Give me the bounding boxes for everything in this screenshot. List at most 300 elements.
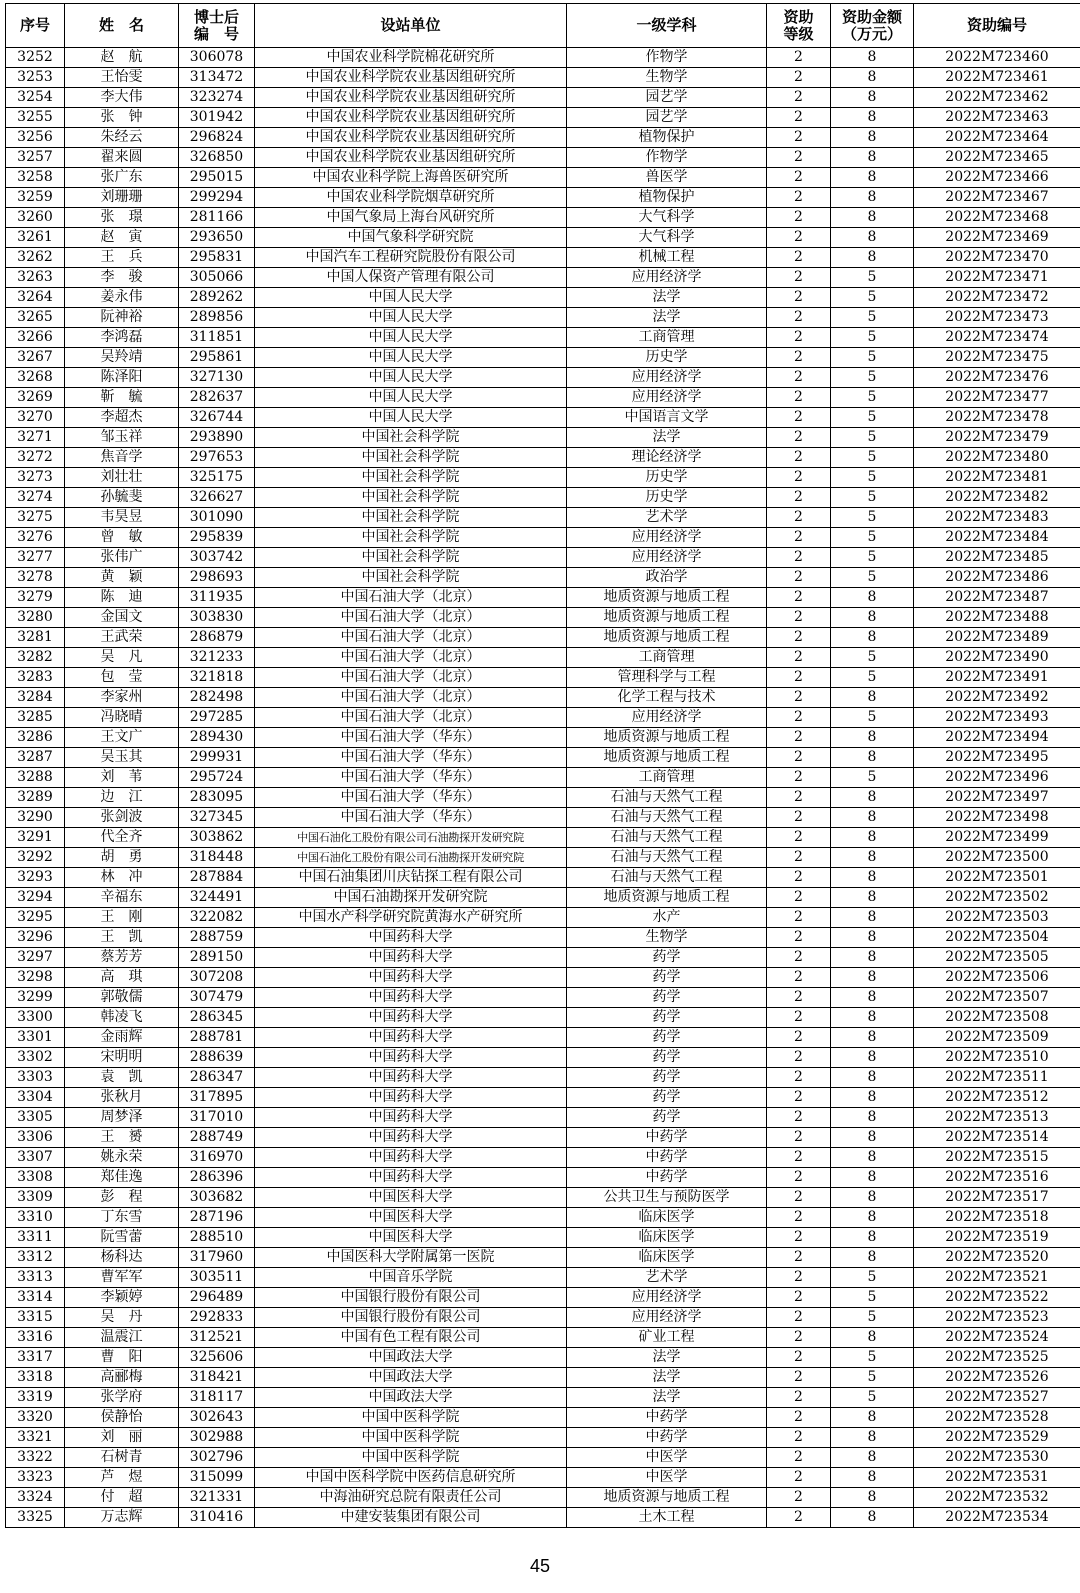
table-row — [6, 828, 1080, 848]
cell-discipline: 药学 — [567, 988, 767, 1008]
cell-name: 翟来圆 — [65, 148, 179, 168]
cell-level: 2 — [767, 148, 831, 168]
cell-postdoc-id: 321233 — [179, 648, 255, 668]
cell-unit: 中国药科大学 — [255, 1088, 567, 1108]
cell-unit: 中国社会科学院 — [255, 488, 567, 508]
cell-funding-code: 2022M723475 — [914, 348, 1080, 368]
table-row — [6, 1228, 1080, 1248]
cell-funding-code: 2022M723511 — [914, 1068, 1080, 1088]
cell-discipline: 应用经济学 — [567, 268, 767, 288]
cell-name: 朱经云 — [65, 128, 179, 148]
cell-funding-code: 2022M723491 — [914, 668, 1080, 688]
cell-unit: 中国药科大学 — [255, 1008, 567, 1028]
cell-funding-code: 2022M723508 — [914, 1008, 1080, 1028]
cell-name: 陈 迪 — [65, 588, 179, 608]
cell-funding-code: 2022M723472 — [914, 288, 1080, 308]
cell-name: 焦音学 — [65, 448, 179, 468]
cell-level: 2 — [767, 1428, 831, 1448]
cell-name: 张秋月 — [65, 1088, 179, 1108]
table-row — [6, 268, 1080, 288]
cell-name: 辛福东 — [65, 888, 179, 908]
cell-unit: 中国石油大学（北京） — [255, 608, 567, 628]
header-amount-line2: （万元） — [841, 24, 902, 43]
cell-amount: 5 — [831, 488, 914, 508]
cell-amount: 8 — [831, 188, 914, 208]
cell-level: 2 — [767, 868, 831, 888]
cell-level: 2 — [767, 1268, 831, 1288]
cell-unit: 中国药科大学 — [255, 928, 567, 948]
cell-funding-code: 2022M723466 — [914, 168, 1080, 188]
table-row — [6, 1468, 1080, 1488]
cell-postdoc-id: 288639 — [179, 1048, 255, 1068]
table-row — [6, 468, 1080, 488]
cell-seq: 3303 — [6, 1068, 65, 1088]
cell-level: 2 — [767, 1028, 831, 1048]
cell-seq: 3317 — [6, 1348, 65, 1368]
table-row — [6, 728, 1080, 748]
table-row — [6, 1168, 1080, 1188]
cell-postdoc-id: 327345 — [179, 808, 255, 828]
cell-level: 2 — [767, 628, 831, 648]
cell-unit: 中国药科大学 — [255, 988, 567, 1008]
cell-seq: 3319 — [6, 1388, 65, 1408]
cell-discipline: 生物学 — [567, 68, 767, 88]
cell-postdoc-id: 281166 — [179, 208, 255, 228]
cell-level: 2 — [767, 1328, 831, 1348]
cell-funding-code: 2022M723483 — [914, 508, 1080, 528]
cell-unit: 中国石油大学（北京） — [255, 708, 567, 728]
cell-discipline: 药学 — [567, 1008, 767, 1028]
cell-level: 2 — [767, 328, 831, 348]
cell-funding-code: 2022M723476 — [914, 368, 1080, 388]
cell-funding-code: 2022M723510 — [914, 1048, 1080, 1068]
cell-seq: 3288 — [6, 768, 65, 788]
cell-funding-code: 2022M723518 — [914, 1208, 1080, 1228]
table-row — [6, 688, 1080, 708]
cell-name: 芦 煜 — [65, 1468, 179, 1488]
cell-level: 2 — [767, 848, 831, 868]
cell-discipline: 植物保护 — [567, 188, 767, 208]
table-row — [6, 928, 1080, 948]
cell-postdoc-id: 282498 — [179, 688, 255, 708]
cell-amount: 5 — [831, 468, 914, 488]
cell-discipline: 中药学 — [567, 1128, 767, 1148]
cell-postdoc-id: 317960 — [179, 1248, 255, 1268]
cell-discipline: 中药学 — [567, 1168, 767, 1188]
cell-level: 2 — [767, 428, 831, 448]
cell-funding-code: 2022M723496 — [914, 768, 1080, 788]
cell-seq: 3298 — [6, 968, 65, 988]
cell-postdoc-id: 317010 — [179, 1108, 255, 1128]
cell-postdoc-id: 321818 — [179, 668, 255, 688]
cell-postdoc-id: 286396 — [179, 1168, 255, 1188]
cell-seq: 3276 — [6, 528, 65, 548]
cell-amount: 8 — [831, 588, 914, 608]
cell-seq: 3287 — [6, 748, 65, 768]
cell-seq: 3314 — [6, 1288, 65, 1308]
table-row — [6, 328, 1080, 348]
cell-seq: 3256 — [6, 128, 65, 148]
table-row — [6, 228, 1080, 248]
cell-funding-code: 2022M723473 — [914, 308, 1080, 328]
cell-seq: 3273 — [6, 468, 65, 488]
cell-level: 2 — [767, 1488, 831, 1508]
cell-seq: 3255 — [6, 108, 65, 128]
cell-funding-code: 2022M723516 — [914, 1168, 1080, 1188]
cell-seq: 3296 — [6, 928, 65, 948]
cell-amount: 8 — [831, 1068, 914, 1088]
cell-level: 2 — [767, 588, 831, 608]
cell-seq: 3323 — [6, 1468, 65, 1488]
table-row — [6, 548, 1080, 568]
table-row — [6, 208, 1080, 228]
cell-postdoc-id: 295861 — [179, 348, 255, 368]
cell-postdoc-id: 299931 — [179, 748, 255, 768]
cell-seq: 3286 — [6, 728, 65, 748]
cell-unit: 中国石油大学（华东） — [255, 808, 567, 828]
header-unit: 设站单位 — [255, 4, 567, 48]
table-row — [6, 1408, 1080, 1428]
cell-unit: 中国石油大学（华东） — [255, 748, 567, 768]
cell-name: 王 凯 — [65, 928, 179, 948]
cell-seq: 3316 — [6, 1328, 65, 1348]
cell-amount: 8 — [831, 1488, 914, 1508]
cell-funding-code: 2022M723481 — [914, 468, 1080, 488]
cell-name: 赵 航 — [65, 48, 179, 68]
cell-discipline: 中医学 — [567, 1448, 767, 1468]
table-header-row — [6, 4, 1080, 48]
cell-name: 李颖婷 — [65, 1288, 179, 1308]
cell-unit: 中国汽车工程研究院股份有限公司 — [255, 248, 567, 268]
cell-postdoc-id: 316970 — [179, 1148, 255, 1168]
cell-unit: 中国音乐学院 — [255, 1268, 567, 1288]
cell-unit: 中国石油大学（华东） — [255, 788, 567, 808]
cell-seq: 3280 — [6, 608, 65, 628]
cell-postdoc-id: 302988 — [179, 1428, 255, 1448]
cell-unit: 中国银行股份有限公司 — [255, 1288, 567, 1308]
cell-discipline: 法学 — [567, 1388, 767, 1408]
cell-name: 王武荣 — [65, 628, 179, 648]
cell-amount: 5 — [831, 668, 914, 688]
cell-seq: 3300 — [6, 1008, 65, 1028]
cell-level: 2 — [767, 488, 831, 508]
cell-amount: 8 — [831, 1028, 914, 1048]
table-row — [6, 768, 1080, 788]
cell-discipline: 化学工程与技术 — [567, 688, 767, 708]
cell-name: 石树青 — [65, 1448, 179, 1468]
cell-funding-code: 2022M723498 — [914, 808, 1080, 828]
cell-name: 王文广 — [65, 728, 179, 748]
cell-postdoc-id: 326627 — [179, 488, 255, 508]
cell-level: 2 — [767, 268, 831, 288]
cell-unit: 中国人民大学 — [255, 408, 567, 428]
cell-discipline: 法学 — [567, 1348, 767, 1368]
cell-name: 曾 敏 — [65, 528, 179, 548]
cell-level: 2 — [767, 1188, 831, 1208]
cell-discipline: 石油与天然气工程 — [567, 868, 767, 888]
cell-level: 2 — [767, 188, 831, 208]
cell-seq: 3267 — [6, 348, 65, 368]
cell-unit: 中国医科大学 — [255, 1208, 567, 1228]
cell-unit: 中国石油化工股份有限公司石油勘探开发研究院 — [255, 848, 567, 868]
cell-discipline: 艺术学 — [567, 1268, 767, 1288]
header-seq: 序号 — [6, 4, 65, 48]
cell-seq: 3281 — [6, 628, 65, 648]
cell-level: 2 — [767, 1148, 831, 1168]
cell-level: 2 — [767, 128, 831, 148]
cell-amount: 8 — [831, 1008, 914, 1028]
cell-funding-code: 2022M723474 — [914, 328, 1080, 348]
cell-level: 2 — [767, 748, 831, 768]
cell-seq: 3260 — [6, 208, 65, 228]
cell-discipline: 土木工程 — [567, 1508, 767, 1528]
cell-funding-code: 2022M723490 — [914, 648, 1080, 668]
cell-seq: 3325 — [6, 1508, 65, 1528]
cell-postdoc-id: 305066 — [179, 268, 255, 288]
cell-discipline: 应用经济学 — [567, 1288, 767, 1308]
header-funding-code: 资助编号 — [914, 4, 1080, 48]
cell-level: 2 — [767, 1308, 831, 1328]
cell-amount: 8 — [831, 168, 914, 188]
cell-name: 李 骏 — [65, 268, 179, 288]
cell-unit: 中国医科大学 — [255, 1188, 567, 1208]
cell-postdoc-id: 282637 — [179, 388, 255, 408]
cell-discipline: 药学 — [567, 1108, 767, 1128]
cell-seq: 3312 — [6, 1248, 65, 1268]
cell-seq: 3257 — [6, 148, 65, 168]
cell-amount: 8 — [831, 828, 914, 848]
cell-unit: 中国药科大学 — [255, 1028, 567, 1048]
cell-name: 张广东 — [65, 168, 179, 188]
cell-funding-code: 2022M723468 — [914, 208, 1080, 228]
cell-discipline: 地质资源与地质工程 — [567, 748, 767, 768]
cell-seq: 3271 — [6, 428, 65, 448]
cell-name: 张剑波 — [65, 808, 179, 828]
cell-funding-code: 2022M723484 — [914, 528, 1080, 548]
cell-amount: 8 — [831, 688, 914, 708]
cell-discipline: 药学 — [567, 1068, 767, 1088]
cell-name: 王怡雯 — [65, 68, 179, 88]
cell-seq: 3324 — [6, 1488, 65, 1508]
cell-postdoc-id: 288749 — [179, 1128, 255, 1148]
cell-name: 高 琪 — [65, 968, 179, 988]
cell-discipline: 地质资源与地质工程 — [567, 728, 767, 748]
cell-amount: 8 — [831, 48, 914, 68]
cell-name: 靳 毓 — [65, 388, 179, 408]
cell-seq: 3305 — [6, 1108, 65, 1128]
table-row — [6, 488, 1080, 508]
cell-discipline: 药学 — [567, 1048, 767, 1068]
cell-amount: 8 — [831, 1228, 914, 1248]
table-row — [6, 88, 1080, 108]
cell-unit: 中国石油勘探开发研究院 — [255, 888, 567, 908]
cell-level: 2 — [767, 68, 831, 88]
table-row — [6, 968, 1080, 988]
cell-name: 阮神裕 — [65, 308, 179, 328]
cell-postdoc-id: 303682 — [179, 1188, 255, 1208]
cell-amount: 8 — [831, 128, 914, 148]
cell-postdoc-id: 318448 — [179, 848, 255, 868]
cell-postdoc-id: 289430 — [179, 728, 255, 748]
cell-discipline: 地质资源与地质工程 — [567, 628, 767, 648]
cell-amount: 5 — [831, 548, 914, 568]
table-row — [6, 68, 1080, 88]
cell-postdoc-id: 311935 — [179, 588, 255, 608]
cell-amount: 8 — [831, 1048, 914, 1068]
cell-funding-code: 2022M723471 — [914, 268, 1080, 288]
cell-unit: 中国社会科学院 — [255, 528, 567, 548]
cell-discipline: 工商管理 — [567, 648, 767, 668]
table-row — [6, 308, 1080, 328]
cell-funding-code: 2022M723500 — [914, 848, 1080, 868]
cell-amount: 8 — [831, 1508, 914, 1528]
cell-level: 2 — [767, 508, 831, 528]
cell-postdoc-id: 315099 — [179, 1468, 255, 1488]
cell-postdoc-id: 296824 — [179, 128, 255, 148]
cell-funding-code: 2022M723470 — [914, 248, 1080, 268]
cell-funding-code: 2022M723467 — [914, 188, 1080, 208]
cell-seq: 3295 — [6, 908, 65, 928]
cell-name: 彭 程 — [65, 1188, 179, 1208]
cell-seq: 3320 — [6, 1408, 65, 1428]
cell-funding-code: 2022M723531 — [914, 1468, 1080, 1488]
cell-funding-code: 2022M723512 — [914, 1088, 1080, 1108]
cell-level: 2 — [767, 1348, 831, 1368]
table-row — [6, 128, 1080, 148]
cell-amount: 8 — [831, 728, 914, 748]
cell-funding-code: 2022M723519 — [914, 1228, 1080, 1248]
cell-name: 李超杰 — [65, 408, 179, 428]
cell-seq: 3307 — [6, 1148, 65, 1168]
cell-amount: 8 — [831, 988, 914, 1008]
cell-amount: 8 — [831, 1188, 914, 1208]
cell-seq: 3270 — [6, 408, 65, 428]
cell-postdoc-id: 289262 — [179, 288, 255, 308]
cell-amount: 5 — [831, 368, 914, 388]
table-row — [6, 648, 1080, 668]
cell-postdoc-id: 302796 — [179, 1448, 255, 1468]
table-row — [6, 1128, 1080, 1148]
table-row — [6, 388, 1080, 408]
cell-amount: 8 — [831, 208, 914, 228]
cell-amount: 5 — [831, 1288, 914, 1308]
table-row — [6, 1428, 1080, 1448]
cell-discipline: 历史学 — [567, 348, 767, 368]
cell-unit: 中国农业科学院农业基因组研究所 — [255, 108, 567, 128]
cell-name: 蔡芳芳 — [65, 948, 179, 968]
cell-name: 王 兵 — [65, 248, 179, 268]
cell-unit: 中建安装集团有限公司 — [255, 1508, 567, 1528]
table-row — [6, 908, 1080, 928]
table-row — [6, 568, 1080, 588]
cell-discipline: 作物学 — [567, 148, 767, 168]
cell-level: 2 — [767, 648, 831, 668]
cell-name: 宋明明 — [65, 1048, 179, 1068]
cell-name: 吴 丹 — [65, 1308, 179, 1328]
header-level-line1: 资助 — [783, 7, 814, 26]
cell-postdoc-id: 327130 — [179, 368, 255, 388]
cell-level: 2 — [767, 168, 831, 188]
cell-funding-code: 2022M723501 — [914, 868, 1080, 888]
cell-seq: 3258 — [6, 168, 65, 188]
cell-level: 2 — [767, 1408, 831, 1428]
cell-discipline: 药学 — [567, 948, 767, 968]
cell-postdoc-id: 288759 — [179, 928, 255, 948]
cell-name: 姚永荣 — [65, 1148, 179, 1168]
cell-funding-code: 2022M723517 — [914, 1188, 1080, 1208]
cell-discipline: 管理科学与工程 — [567, 668, 767, 688]
cell-level: 2 — [767, 1508, 831, 1528]
cell-name: 李大伟 — [65, 88, 179, 108]
cell-postdoc-id: 302643 — [179, 1408, 255, 1428]
cell-name: 高郦梅 — [65, 1368, 179, 1388]
cell-level: 2 — [767, 608, 831, 628]
cell-name: 杨科达 — [65, 1248, 179, 1268]
cell-name: 温震江 — [65, 1328, 179, 1348]
cell-amount: 5 — [831, 308, 914, 328]
cell-discipline: 园艺学 — [567, 88, 767, 108]
cell-amount: 8 — [831, 1148, 914, 1168]
cell-level: 2 — [767, 1228, 831, 1248]
cell-level: 2 — [767, 828, 831, 848]
cell-seq: 3293 — [6, 868, 65, 888]
cell-unit: 中国政法大学 — [255, 1348, 567, 1368]
cell-name: 丁东雪 — [65, 1208, 179, 1228]
cell-unit: 中国石油大学（北京） — [255, 688, 567, 708]
cell-amount: 5 — [831, 1308, 914, 1328]
cell-name: 周梦泽 — [65, 1108, 179, 1128]
cell-unit: 中国人民大学 — [255, 328, 567, 348]
cell-unit: 中国人民大学 — [255, 368, 567, 388]
cell-postdoc-id: 289856 — [179, 308, 255, 328]
cell-postdoc-id: 287196 — [179, 1208, 255, 1228]
cell-unit: 中国农业科学院上海兽医研究所 — [255, 168, 567, 188]
cell-discipline: 临床医学 — [567, 1248, 767, 1268]
cell-funding-code: 2022M723505 — [914, 948, 1080, 968]
header-level-line2: 等级 — [783, 24, 814, 43]
table-row — [6, 788, 1080, 808]
table-row — [6, 1368, 1080, 1388]
cell-amount: 8 — [831, 68, 914, 88]
cell-amount: 5 — [831, 268, 914, 288]
cell-name: 黄 颖 — [65, 568, 179, 588]
cell-seq: 3268 — [6, 368, 65, 388]
cell-discipline: 应用经济学 — [567, 708, 767, 728]
cell-funding-code: 2022M723477 — [914, 388, 1080, 408]
cell-level: 2 — [767, 228, 831, 248]
cell-amount: 5 — [831, 1368, 914, 1388]
table-row — [6, 608, 1080, 628]
cell-unit: 中国社会科学院 — [255, 508, 567, 528]
cell-postdoc-id: 288510 — [179, 1228, 255, 1248]
cell-discipline: 应用经济学 — [567, 548, 767, 568]
table-row — [6, 528, 1080, 548]
cell-seq: 3264 — [6, 288, 65, 308]
cell-name: 刘 苇 — [65, 768, 179, 788]
header-amount — [831, 4, 914, 48]
cell-postdoc-id: 289150 — [179, 948, 255, 968]
cell-postdoc-id: 318421 — [179, 1368, 255, 1388]
table-row — [6, 108, 1080, 128]
cell-funding-code: 2022M723460 — [914, 48, 1080, 68]
cell-level: 2 — [767, 468, 831, 488]
cell-seq: 3315 — [6, 1308, 65, 1328]
cell-name: 邹玉祥 — [65, 428, 179, 448]
cell-unit: 中国药科大学 — [255, 1128, 567, 1148]
cell-unit: 中国石油大学（北京） — [255, 668, 567, 688]
cell-seq: 3254 — [6, 88, 65, 108]
table-row — [6, 408, 1080, 428]
